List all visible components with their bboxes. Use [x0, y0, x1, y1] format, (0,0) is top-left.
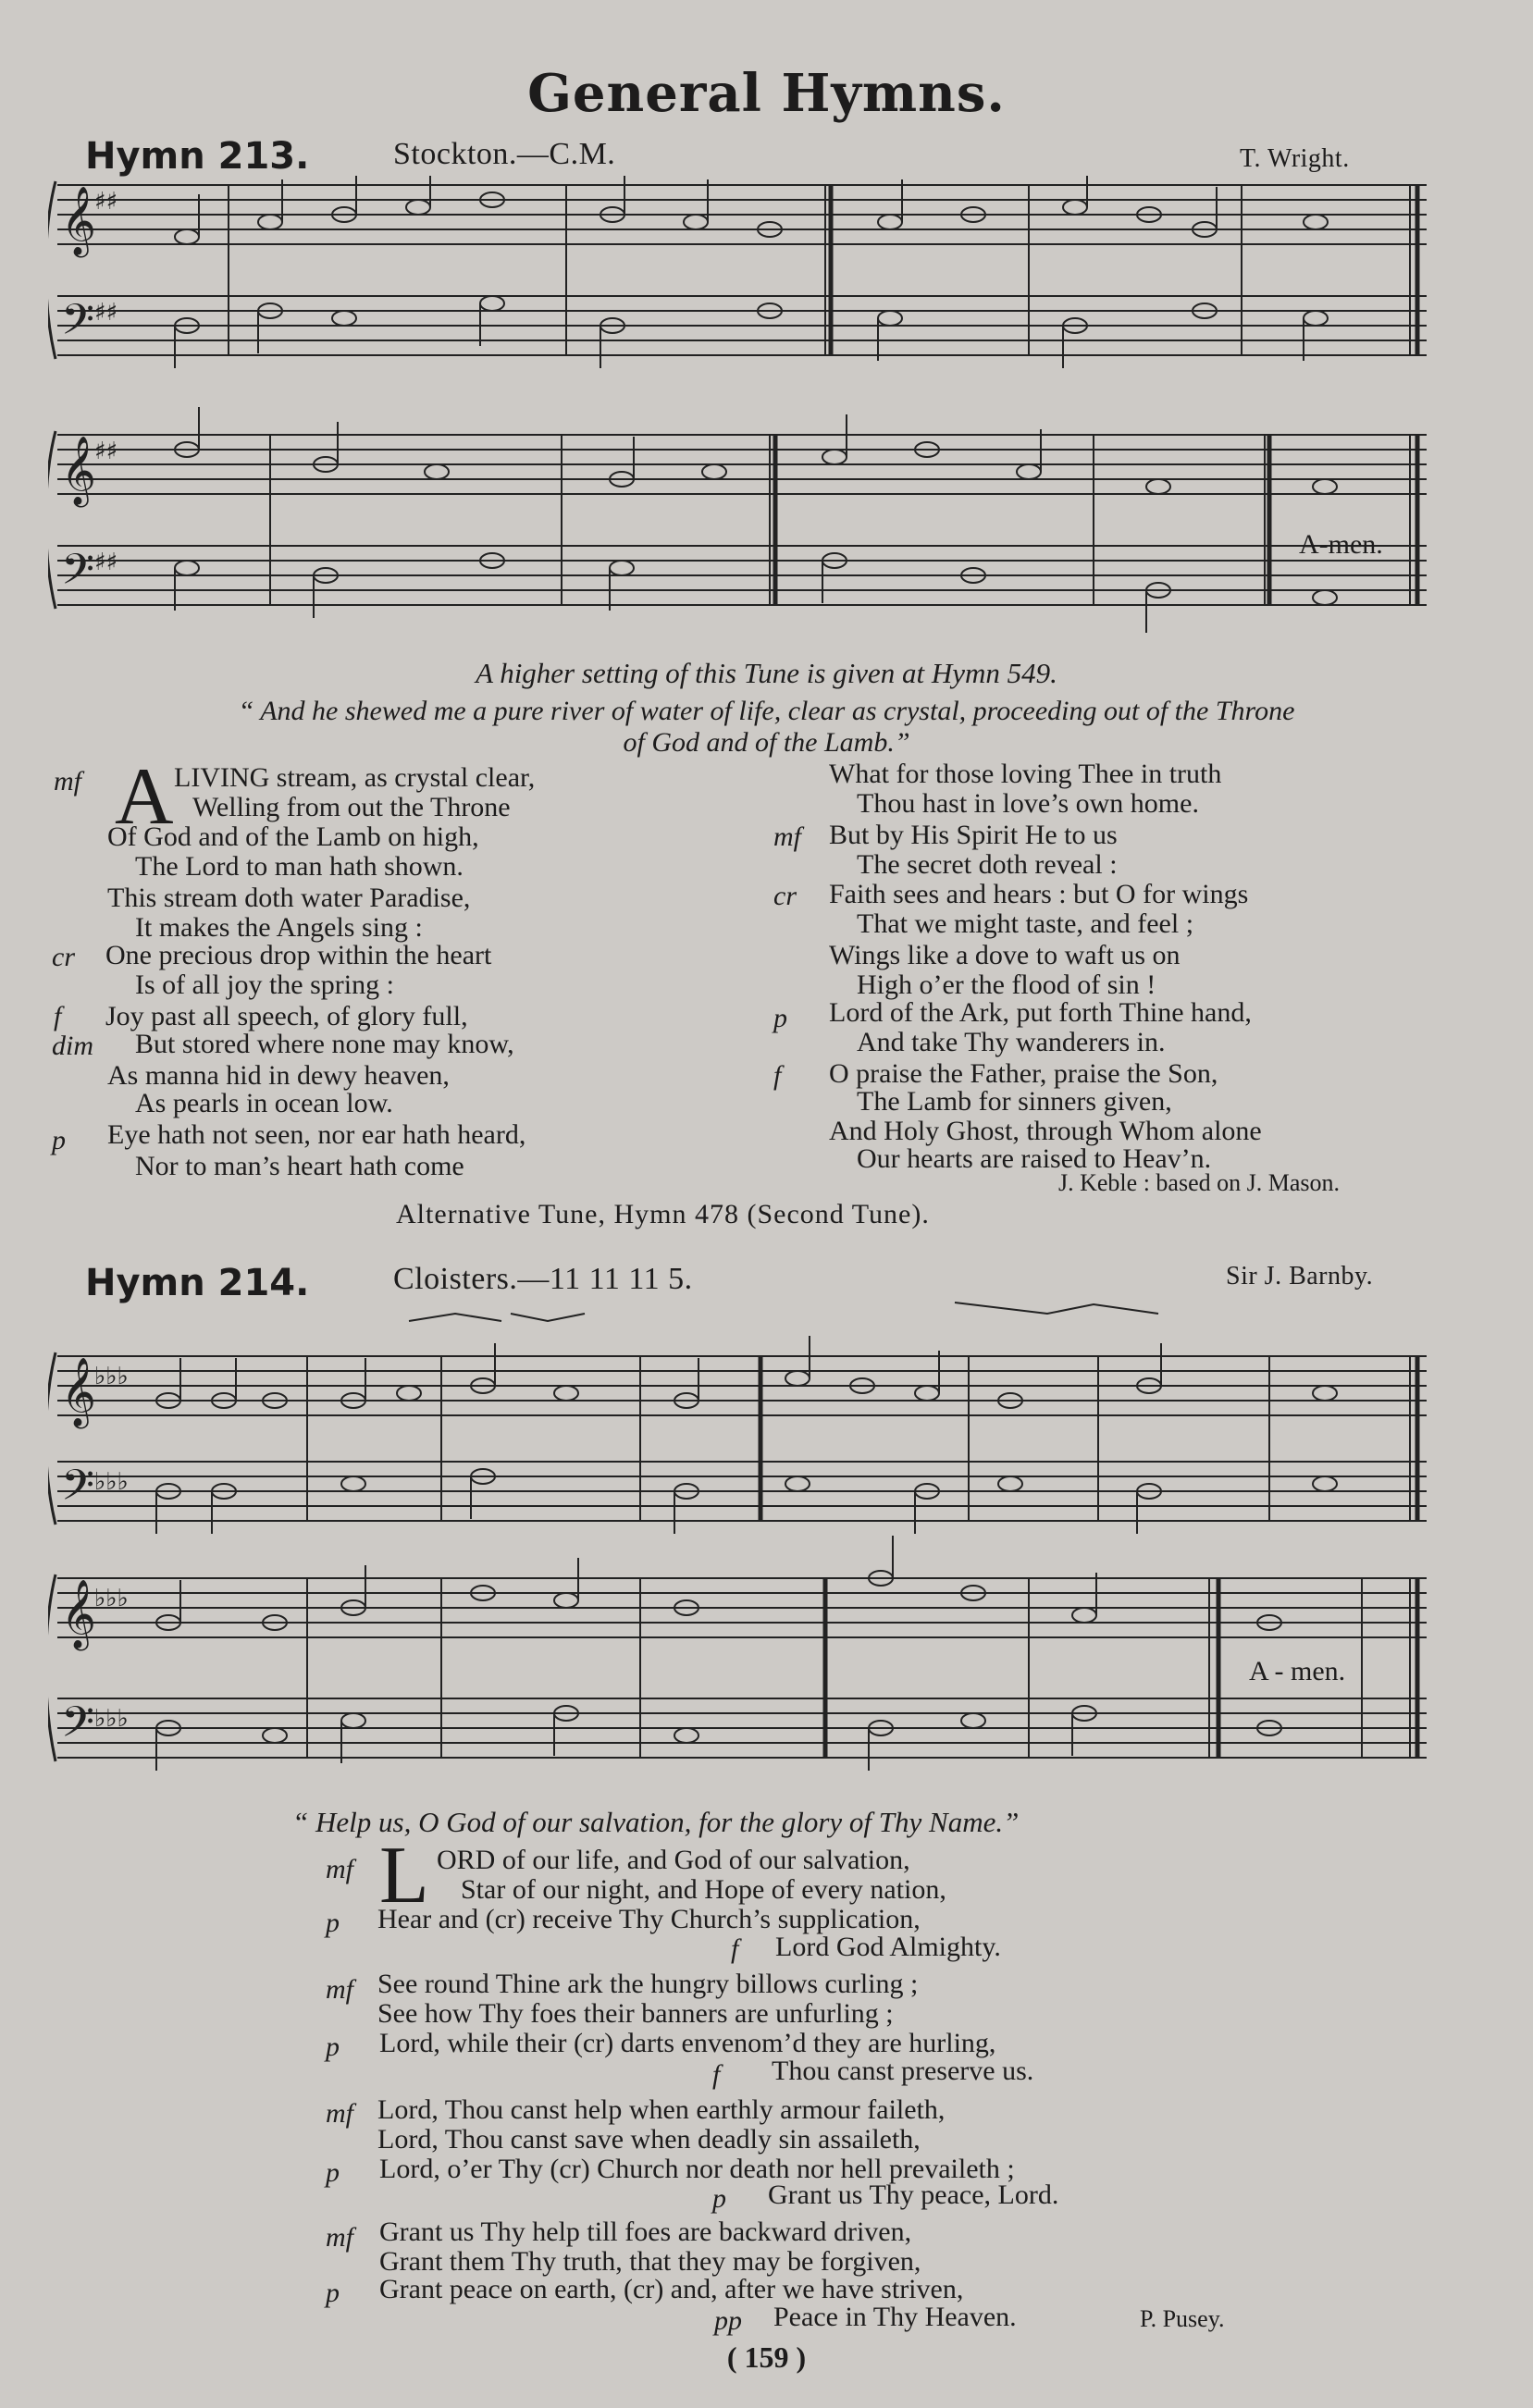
hymn-213-right-line: But by His Spirit He to us	[829, 820, 1118, 850]
hymn-213-right-line: And take Thy wanderers in.	[857, 1027, 1166, 1057]
hymn-213-left-line: Of God and of the Lamb on high,	[107, 821, 479, 852]
hymn-214-line: Lord, Thou canst save when deadly sin assaileth,	[377, 2124, 921, 2155]
hymn-213-right-line: The secret doth reveal :	[857, 849, 1118, 880]
dynamic-cr: cr	[52, 942, 75, 972]
hymn-213-epigraph-2: of God and of the Lamb.”	[623, 727, 910, 758]
hymn-213-right-line: What for those loving Thee in truth	[829, 759, 1222, 789]
hymn-213-left-line: The Lord to man hath shown.	[135, 851, 464, 882]
hymn-214-line: Grant us Thy peace, Lord.	[768, 2180, 1059, 2210]
hymn-214-line: Lord God Almighty.	[775, 1932, 1001, 1962]
hymn-213-left-line: As manna hid in dewy heaven,	[107, 1060, 450, 1091]
svg-text:♯♯: ♯♯	[94, 188, 118, 216]
hymn-213-amen: A-men.	[1299, 529, 1383, 560]
dynamic-f: f	[54, 1001, 62, 1031]
hymn-214-number: Hymn 214.	[85, 1262, 310, 1304]
hymn-214-line: Star of our night, and Hope of every nation,	[461, 1874, 946, 1905]
hymn-213-composer: T. Wright.	[1240, 144, 1350, 173]
hymn-214-composer: Sir J. Barnby.	[1226, 1262, 1374, 1290]
hymn-213-left-line: Welling from out the Throne	[192, 792, 511, 822]
svg-text:𝄞: 𝄞	[61, 437, 96, 505]
hymn-214-line: Hear and (cr) receive Thy Church’s supplication,	[377, 1904, 921, 1934]
hymn-213-score	[48, 176, 1436, 657]
svg-text:𝄢: 𝄢	[61, 545, 95, 605]
dynamic-pp: pp	[714, 2305, 742, 2336]
svg-text:𝄢: 𝄢	[61, 1461, 95, 1521]
svg-text:♯♯: ♯♯	[94, 438, 118, 465]
hymn-213-left-line: Is of all joy the spring :	[135, 969, 394, 1000]
dynamic-mf: mf	[326, 1854, 353, 1884]
hymn-213-left-line: But stored where none may know,	[135, 1029, 514, 1059]
hymn-213-right-line: Wings like a dove to waft us on	[829, 940, 1181, 970]
dynamic-p: p	[52, 1125, 66, 1155]
dynamic-dim: dim	[52, 1031, 93, 1061]
hymn-213-right-line: Our hearts are raised to Heav’n.	[857, 1143, 1212, 1174]
hymn-214-line: Lord, while their (cr) darts envenom’d they are hurling,	[379, 2028, 996, 2058]
dynamic-p: p	[773, 1003, 787, 1033]
dynamic-p: p	[326, 1908, 340, 1938]
hymn-213-right-line: The Lamb for sinners given,	[857, 1086, 1172, 1117]
hymn-214-epigraph: “ Help us, O God of our salvation, for the glory of Thy Name.”	[292, 1806, 1020, 1838]
hymn-213-setting-note: A higher setting of this Tune is given at Hymn 549.	[476, 657, 1057, 689]
svg-text:𝄢: 𝄢	[61, 1698, 95, 1758]
hymn-214-amen: A - men.	[1249, 1656, 1346, 1686]
hymn-214-attribution: P. Pusey.	[1140, 2305, 1225, 2332]
hymn-213-left-line: Eye hath not seen, nor ear hath heard,	[107, 1119, 526, 1150]
hymn-214-line: Lord, Thou canst help when earthly armour faileth,	[377, 2094, 946, 2125]
hymn-214-tune: Cloisters.—11 11 11 5.	[393, 1262, 693, 1296]
svg-text:♭♭♭: ♭♭♭	[94, 1705, 129, 1733]
hymn-213-staves	[48, 176, 1436, 657]
svg-text:♭♭♭: ♭♭♭	[94, 1468, 129, 1496]
svg-text:𝄢: 𝄢	[61, 295, 95, 355]
svg-text:𝄞: 𝄞	[61, 187, 96, 255]
hymn-214-line: Peace in Thy Heaven.	[773, 2302, 1017, 2332]
hymn-214-line: Lord, o’er Thy (cr) Church nor death nor hell prevaileth ;	[379, 2154, 1015, 2184]
dynamic-p: p	[326, 2031, 340, 2062]
hymn-213-right-line: That we might taste, and feel ;	[857, 908, 1194, 939]
dynamic-mf: mf	[326, 1974, 353, 2005]
hymn-214-line: ORD of our life, and God of our salvation,	[437, 1845, 910, 1875]
hymn-214-line: Grant us Thy help till foes are backward driven,	[379, 2217, 912, 2247]
hymn-213-right-line: High o’er the flood of sin !	[857, 969, 1156, 1000]
svg-text:𝄞: 𝄞	[61, 1358, 96, 1426]
hymn-213-left-line: Joy past all speech, of glory full,	[105, 1001, 468, 1031]
hymn-214-line: See round Thine ark the hungry billows curling ;	[377, 1969, 919, 1999]
hymn-214-score	[48, 1295, 1436, 1785]
svg-text:♭♭♭: ♭♭♭	[94, 1585, 129, 1612]
dynamic-cr: cr	[773, 881, 797, 911]
hymn-213-number: Hymn 213.	[85, 135, 310, 178]
svg-text:𝄞: 𝄞	[61, 1580, 96, 1649]
hymn-213-right-line: Faith sees and hears : but O for wings	[829, 879, 1249, 909]
hymn-213-right-line: O praise the Father, praise the Son,	[829, 1058, 1218, 1089]
hymn-213-left-line: It makes the Angels sing :	[135, 912, 423, 943]
dynamic-mf: mf	[773, 821, 801, 852]
dynamic-p: p	[326, 2157, 340, 2188]
dynamic-p: p	[712, 2183, 726, 2214]
hymn-214-dropcap: L	[379, 1831, 429, 1920]
hymn-213-attribution: J. Keble : based on J. Mason.	[1058, 1169, 1341, 1196]
dynamic-p: p	[326, 2278, 340, 2308]
hymn-213-left-line: This stream doth water Paradise,	[107, 883, 471, 913]
hymn-213-alternative-tune: Alternative Tune, Hymn 478 (Second Tune).	[396, 1199, 930, 1229]
dynamic-mf: mf	[326, 2222, 353, 2253]
hymn-213-dropcap: A	[115, 752, 174, 842]
svg-text:♯♯: ♯♯	[94, 549, 118, 576]
dynamic-f: f	[773, 1060, 782, 1091]
hymn-213-right-line: And Holy Ghost, through Whom alone	[829, 1116, 1262, 1146]
hymn-213-left-line: LIVING stream, as crystal clear,	[174, 762, 536, 793]
hymn-214-staves	[48, 1295, 1436, 1785]
hymn-213-tune: Stockton.—C.M.	[393, 137, 616, 171]
hymn-214-line: Grant them Thy truth, that they may be forgiven,	[379, 2246, 921, 2277]
dynamic-mf: mf	[326, 2098, 353, 2129]
hymn-213-right-line: Lord of the Ark, put forth Thine hand,	[829, 997, 1252, 1028]
svg-text:♭♭♭: ♭♭♭	[94, 1363, 129, 1390]
dynamic-f: f	[731, 1933, 739, 1964]
hymn-213-left-line: One precious drop within the heart	[105, 940, 492, 970]
hymn-213-left-line: As pearls in ocean low.	[135, 1088, 393, 1118]
hymn-213-epigraph-1: “ And he shewed me a pure river of water of life, clear as crystal, proceeding out of the Throne	[238, 696, 1295, 726]
dynamic-mf: mf	[54, 766, 81, 796]
svg-text:♯♯: ♯♯	[94, 299, 118, 327]
page-header: General Hymns.	[527, 63, 1006, 124]
page-number: ( 159 )	[726, 2340, 807, 2374]
hymn-213-left-line: Nor to man’s heart hath come	[135, 1151, 464, 1181]
hymn-214-line: Thou canst preserve us.	[772, 2056, 1034, 2086]
hymn-213-right-line: Thou hast in love’s own home.	[857, 788, 1199, 819]
dynamic-f: f	[712, 2059, 721, 2090]
hymn-214-line: See how Thy foes their banners are unfurling ;	[377, 1998, 894, 2029]
hymn-214-line: Grant peace on earth, (cr) and, after we have striven,	[379, 2274, 964, 2304]
